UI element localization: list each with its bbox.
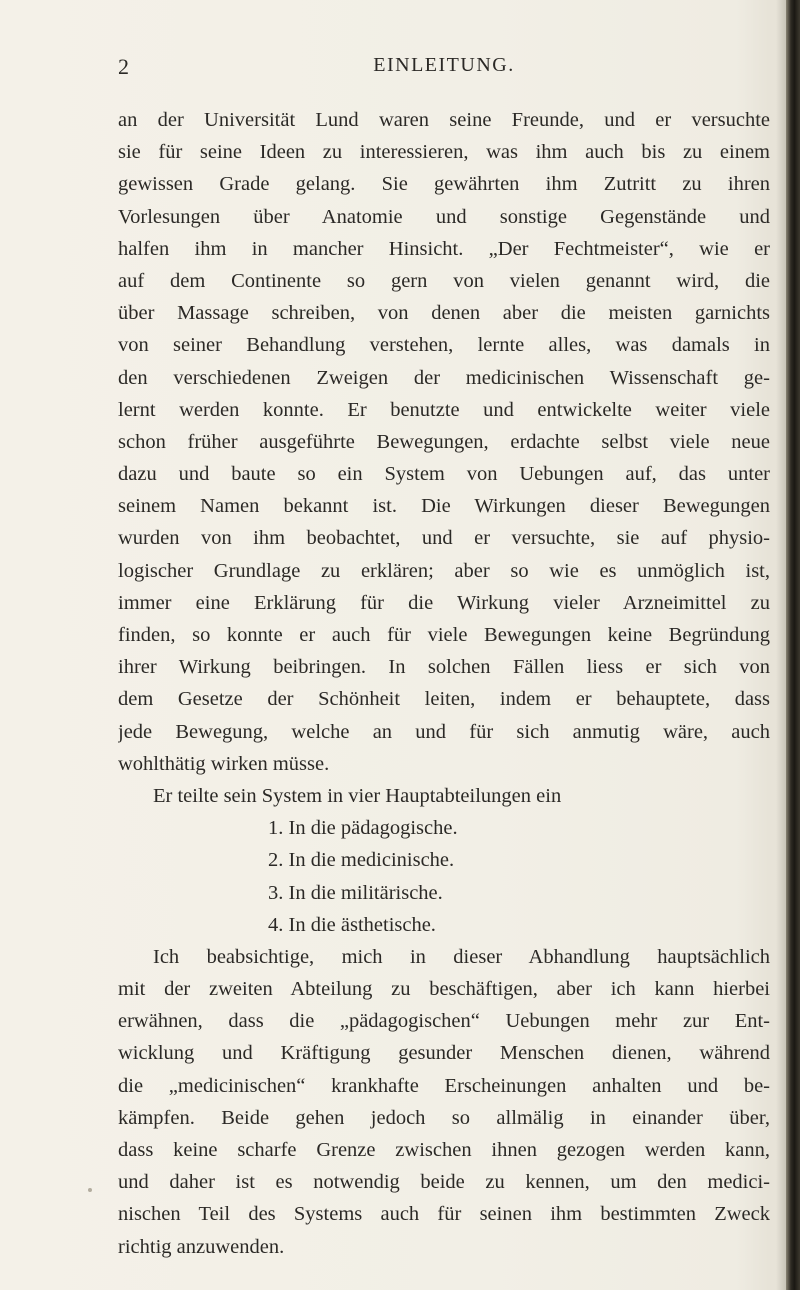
text-line: logischer Grundlage zu erklären; aber so wie es unmöglich ist, (118, 559, 770, 582)
page-header (118, 54, 770, 90)
text-line: dem Gesetze der Schönheit leiten, indem er behauptete, dass (118, 688, 770, 711)
list-item: 4. In die ästhetische. (268, 913, 436, 936)
text-line: wohlthätig wirken müsse. (118, 752, 330, 775)
text-line: finden, so konnte er auch für viele Bewegungen keine Begründung (118, 624, 770, 646)
text-line: jede Bewegung, welche an und für sich anmutig wäre, auch (118, 720, 770, 743)
text-line: lernt werden konnte. Er benutzte und entwickelte weiter viele (118, 398, 770, 421)
text-line: halfen ihm in mancher Hinsicht. „Der Fechtmeister“, wie er (118, 237, 770, 260)
list-item: 3. In die militärische. (268, 881, 443, 904)
text-line: und daher ist es notwendig beide zu kennen, um den medici- (118, 1171, 770, 1194)
body-text (118, 104, 770, 1263)
list-item: 1. In die pädagogische. (268, 817, 458, 840)
text-line: dazu und baute so ein System von Uebungen auf, das unter (118, 463, 770, 486)
book-binding-edge (786, 0, 800, 1290)
running-head: EINLEITUNG. (373, 54, 515, 76)
text-line: sie für seine Ideen zu interessieren, was ihm auch bis zu einem (118, 141, 770, 164)
page-edge-shadow (776, 0, 786, 1290)
text-line: seinem Namen bekannt ist. Die Wirkungen dieser Bewegungen (118, 495, 770, 518)
text-line: von seiner Behandlung verstehen, lernte alles, was damals in (118, 334, 770, 357)
text-line: wicklung und Kräftigung gesunder Menschen dienen, während (118, 1042, 770, 1065)
text-line: schon früher ausgeführte Bewegungen, erdachte selbst viele neue (118, 430, 770, 453)
paper-speck (88, 1188, 92, 1192)
text-line: auf dem Continente so gern von vielen genannt wird, die (118, 269, 770, 292)
text-line: richtig anzuwenden. (118, 1235, 285, 1258)
text-line: erwähnen, dass die „pädagogischen“ Uebungen mehr zur Ent- (118, 1010, 770, 1033)
text-line: wurden von ihm beobachtet, und er versuchte, sie auf physio- (118, 527, 770, 550)
text-line: mit der zweiten Abteilung zu beschäftigen, aber ich kann hierbei (118, 978, 770, 1001)
text-line: immer eine Erklärung für die Wirkung vieler Arzneimittel zu (118, 591, 770, 614)
page-number: 2 (118, 54, 130, 79)
text-line: über Massage schreiben, von denen aber die meisten garnichts (118, 302, 770, 325)
text-line: kämpfen. Beide gehen jedoch so allmälig in einander über, (118, 1106, 770, 1129)
text-line: Vorlesungen über Anatomie und sonstige Gegenstände und (118, 205, 770, 228)
text-line: die „medicinischen“ krankhafte Erscheinungen anhalten und be- (118, 1074, 770, 1097)
list-item: 2. In die medicinische. (268, 849, 455, 872)
text-line: ihrer Wirkung beibringen. In solchen Fällen liess er sich von (118, 656, 770, 679)
text-line: dass keine scharfe Grenze zwischen ihnen gezogen werden kann, (118, 1139, 770, 1161)
paragraph-first-line: Ich beabsichtige, mich in dieser Abhandlung hauptsächlich (153, 945, 770, 968)
paragraph-first-line: Er teilte sein System in vier Hauptabteilungen ein (153, 784, 562, 807)
text-line: gewissen Grade gelang. Sie gewährten ihm Zutritt zu ihren (118, 173, 770, 196)
text-line: an der Universität Lund waren seine Freunde, und er versuchte (118, 109, 770, 131)
text-line: nischen Teil des Systems auch für seinen ihm bestimmten Zweck (118, 1203, 770, 1226)
text-line: den verschiedenen Zweigen der medicinischen Wissenschaft ge- (118, 366, 770, 389)
